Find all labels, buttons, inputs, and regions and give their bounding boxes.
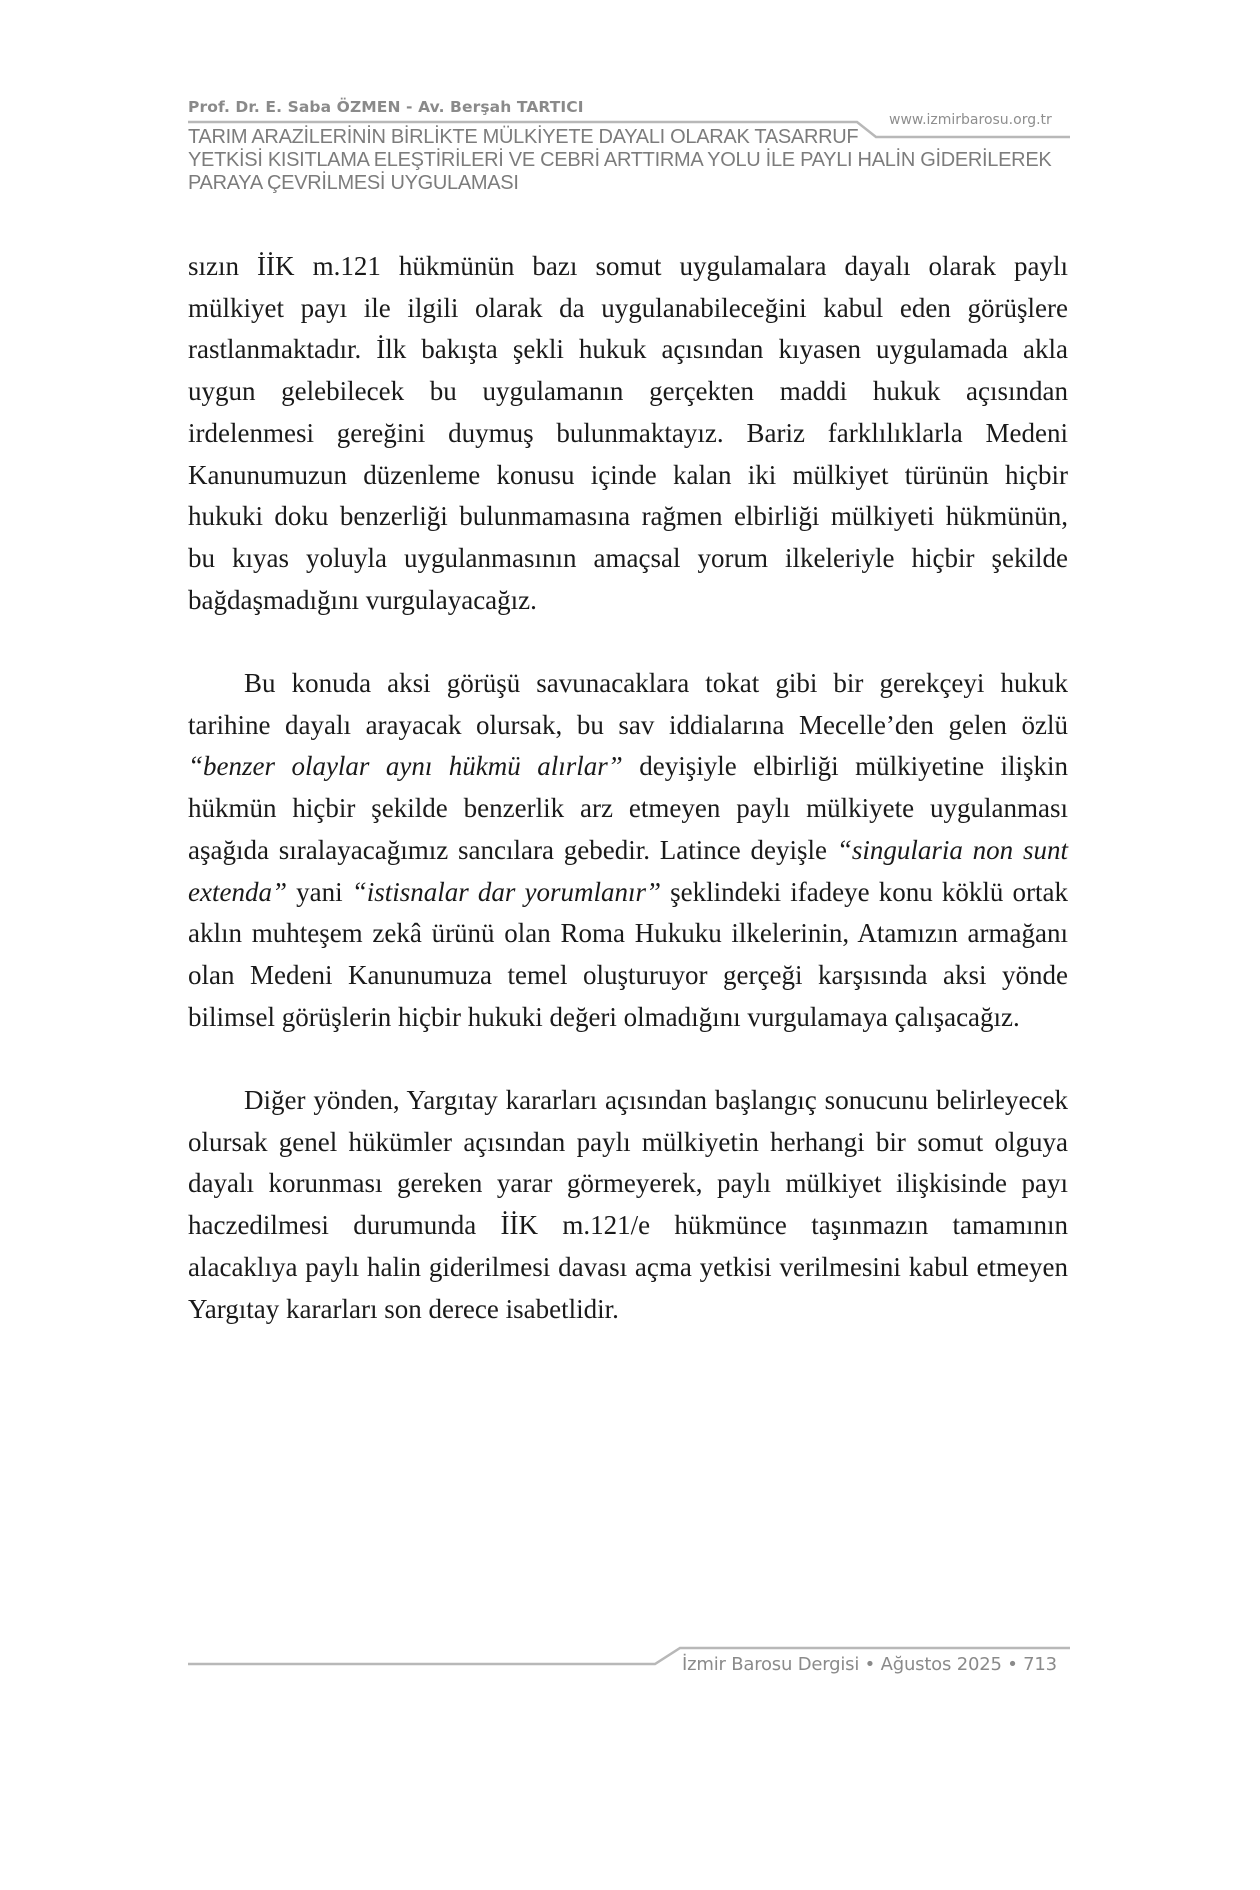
paragraph-2-text: deyişiyle elbirliği mülkiyetine ilişkin hükmün hiçbir şekilde benzerlik arz etmeyen paylı mülkiyete uygulanması aşağıda sıralayacağımız sancılara gebedir. Latince deyişle [188, 751, 1069, 865]
paragraph-1: sızın İİK m.121 hükmünün bazı somut uygulamalara dayalı olarak paylı mülkiyet payı ile ilgili olarak da uygulanabileceğini kabul eden görüşlere rastlanmaktadır. İlk bakışta şekli hukuk açısından kıyasen uygulamada akla uygun gelebilecek bu uygulamanın gerçekten maddi hukuk açısından irdelenmesi gereğini duymuş bulunmaktayız. Bariz farklılıklarla Medeni Kanunumuzun düzenleme konusu içinde kalan iki mülkiyet türünün hiçbir hukuki doku benzerliği bulunmamasına rağmen elbirliği mülkiyeti hükmünün, bu kıyas yoluyla uygulanmasının amaçsal yorum ilkeleriyle hiçbir şekilde bağdaşmadığını vurgulayacağız. [188, 251, 1068, 615]
article-title [188, 126, 1068, 195]
header-website: www.izmirbarosu.org.tr [889, 112, 1052, 128]
quote-turkish: “istisnalar dar yorumlanır” [351, 876, 661, 907]
header-authors: Prof. Dr. E. Saba ÖZMEN - Av. Berşah TARTICI [188, 98, 584, 116]
quote-latin: “singularia non sunt extenda” [188, 834, 1068, 907]
body-text [188, 246, 1068, 1330]
quote-mecelle: “benzer olaylar aynı hükmü alırlar” [188, 751, 623, 782]
footer-journal-info: İzmir Barosu Dergisi • Ağustos 2025 • 713 [682, 1654, 1057, 1675]
paragraph-2 [188, 663, 1068, 1038]
article-title-line: YETKİSİ KISITLAMA ELEŞTİRİLERİ VE CEBRİ ARTTIRMA YOLU İLE PAYLI HALİN GİDERİLEREK [188, 149, 1052, 171]
article-title-line: TARIM ARAZİLERİNİN BİRLİKTE MÜLKİYETE DAYALI OLARAK TASARRUF [188, 126, 859, 148]
paragraph-3: Diğer yönden, Yargıtay kararları açısından başlangıç sonucunu belirleyecek olursak genel hükümler açısından paylı mülkiyetin herhangi bir somut olguya dayalı korunması gereken yarar görmeyerek, paylı mülkiyet ilişkisinde payı haczedilmesi durumunda İİK m.121/e hükmünce taşınmazın tamamının alacaklıya paylı halin giderilmesi davası açma yetkisi verilmesini kabul etmeyen Yargıtay kararları son derece isabetlidir. [188, 1085, 1068, 1324]
paragraph-2-text: yani [286, 876, 352, 907]
paragraph-2-text: Bu konuda aksi görüşü savunacaklara tokat gibi bir gerekçeyi hukuk tarihine dayalı arayacak olursak, bu sav iddialarına Mecelle’den gelen özlü [188, 668, 1068, 740]
paragraph-2-text: şeklindeki ifadeye konu köklü ortak aklın muhteşem zekâ ürünü olan Roma Hukuku ilkelerinin, Atamızın armağanı olan Medeni Kanunumuza temel oluşturuyor gerçeği karşısında aksi yönde bilimsel görüşlerin hiçbir hukuki değeri olmadığını vurgulamaya çalışacağız. [188, 876, 1068, 1032]
article-title-line: PARAYA ÇEVRİLMESİ UYGULAMASI [188, 172, 519, 194]
